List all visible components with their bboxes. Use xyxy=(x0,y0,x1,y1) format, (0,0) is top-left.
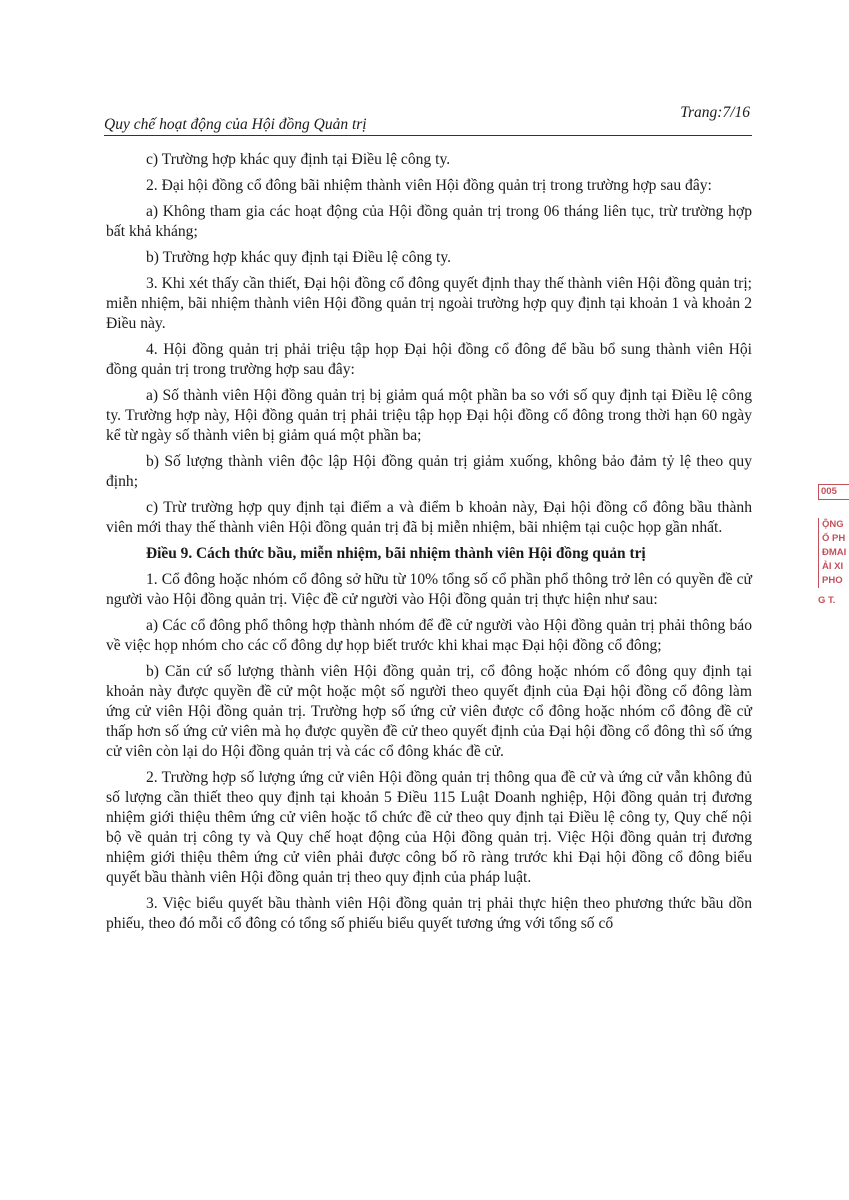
paragraph-clause-4c: c) Trừ trường hợp quy định tại điểm a và điểm b khoản này, Đại hội đồng cổ đông bầu thành viên mới thay thế thành viên Hội đồng quản trị đã bị miễn nhiệm, bãi nhiệm tại cuộc họp gần nhất. xyxy=(106,499,752,536)
page-header xyxy=(104,104,752,136)
stamp-line: G T. xyxy=(818,595,836,606)
paragraph-clause-2a: a) Không tham gia các hoạt động của Hội đồng quản trị trong 06 tháng liên tục, trừ trường hợp bất khả kháng; xyxy=(106,203,752,240)
paragraph-art9-clause-1b: b) Căn cứ số lượng thành viên Hội đồng quản trị, cổ đông hoặc nhóm cổ đông quy định tại khoản này được quyền đề cử một hoặc một số người theo quyết định của Đại hội đồng cổ đông làm ứng cử viên Hội đồng quản trị. Trường hợp số ứng cử viên được cổ đông hoặc nhóm cổ đông đề cử thấp hơn số ứng cử viên mà họ được quyền đề cử theo quyết định của Đại hội đồng cổ đông thì số ứng cử viên còn lại do Hội đồng quản trị và các cổ đông khác đề cử. xyxy=(106,663,752,760)
paragraph-art9-clause-3: 3. Việc biểu quyết bầu thành viên Hội đồng quản trị phải thực hiện theo phương thức bầu dồn phiếu, theo đó mỗi cổ đông có tổng số phiếu biểu quyết tương ứng với tổng số cổ xyxy=(106,895,752,932)
paragraph-art9-clause-1: 1. Cổ đông hoặc nhóm cổ đông sở hữu từ 10% tổng số cổ phần phổ thông trở lên có quyền đề cử người vào Hội đồng quản trị. Việc đề cử người vào Hội đồng quản trị thực hiện như sau: xyxy=(106,571,752,608)
company-seal-stamp xyxy=(818,484,849,634)
stamp-code: 005 xyxy=(818,484,849,500)
paragraph-clause-2: 2. Đại hội đồng cổ đông bãi nhiệm thành viên Hội đồng quản trị trong trường hợp sau đây: xyxy=(146,177,712,194)
stamp-ring xyxy=(818,518,849,588)
stamp-line: Ổ PH xyxy=(822,533,846,544)
document-title: Quy chế hoạt động của Hội đồng Quản trị xyxy=(104,116,367,133)
article-9-heading: Điều 9. Cách thức bầu, miễn nhiệm, bãi nhiệm thành viên Hội đồng quản trị xyxy=(146,545,646,562)
paragraph-clause-4a: a) Số thành viên Hội đồng quản trị bị giảm quá một phần ba so với số quy định tại Điều lệ công ty. Trường hợp này, Hội đồng quản trị phải triệu tập họp Đại hội đồng cổ đông trong thời hạn 60 ngày kể từ ngày số thành viên bị giảm quá một phần ba; xyxy=(106,387,752,444)
paragraph-clause-2b: b) Trường hợp khác quy định tại Điều lệ công ty. xyxy=(146,249,452,266)
header-divider xyxy=(104,135,752,136)
stamp-line: ẢI XI xyxy=(822,561,844,572)
document-body xyxy=(106,150,752,940)
paragraph-art9-clause-1a: a) Các cổ đông phổ thông hợp thành nhóm để đề cử người vào Hội đồng quản trị phải thông báo về việc họp nhóm cho các cổ đông dự họp biết trước khi khai mạc Đại hội đồng cổ đông; xyxy=(106,617,752,654)
paragraph-art9-clause-2: 2. Trường hợp số lượng ứng cử viên Hội đồng quản trị thông qua đề cử và ứng cử vẫn không đủ số lượng cần thiết theo quy định tại khoản 5 Điều 115 Luật Doanh nghiệp, Hội đồng quản trị đương nhiệm giới thiệu thêm ứng cử viên hoặc tổ chức đề cử theo quy định tại Điều lệ công ty, Quy chế nội bộ về quản trị công ty và Quy chế hoạt động của Hội đồng quản trị. Việc Hội đồng quản trị đương nhiệm giới thiệu thêm ứng cử viên phải được công bố rõ ràng trước khi Đại hội đồng cổ đông biểu quyết bầu thành viên Hội đồng quản trị theo quy định của pháp luật. xyxy=(106,769,752,886)
paragraph-clause-4b: b) Số lượng thành viên độc lập Hội đồng quản trị giảm xuống, không bảo đảm tỷ lệ theo quy định; xyxy=(106,453,752,490)
paragraph-clause-3: 3. Khi xét thấy cần thiết, Đại hội đồng cổ đông quyết định thay thế thành viên Hội đồng quản trị; miễn nhiệm, bãi nhiệm thành viên Hội đồng quản trị ngoài trường hợp quy định tại khoản 1 và khoản 2 Điều này. xyxy=(106,275,752,332)
paragraph-clause-4: 4. Hội đồng quản trị phải triệu tập họp Đại hội đồng cổ đông để bầu bổ sung thành viên Hội đồng quản trị trong trường hợp sau đây: xyxy=(106,341,752,378)
page-number: Trang:7/16 xyxy=(680,104,750,121)
stamp-line: PHO xyxy=(822,575,843,586)
paragraph-clause-1c: c) Trường hợp khác quy định tại Điều lệ công ty. xyxy=(146,151,451,168)
stamp-line: ỘNG xyxy=(822,519,844,530)
stamp-line: ĐMAI xyxy=(822,547,847,558)
